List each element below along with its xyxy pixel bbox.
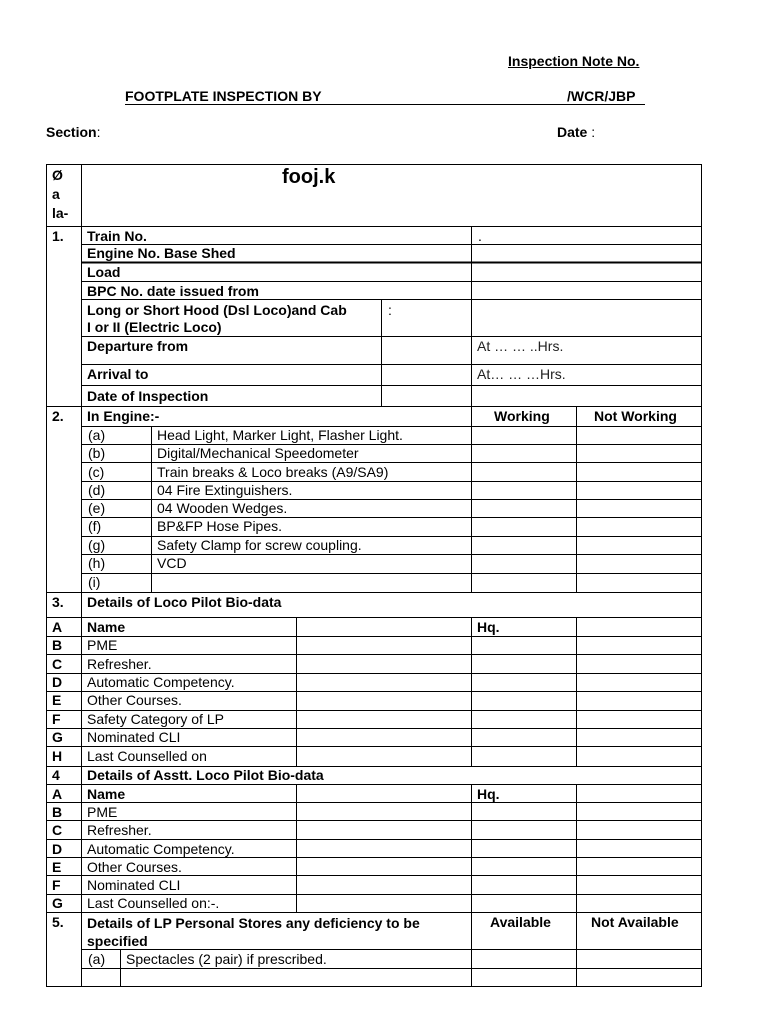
alp-hq-label: Hq. — [477, 786, 500, 802]
lp-row-code: B — [52, 637, 63, 653]
date-of-inspection-label: Date of Inspection — [87, 388, 209, 404]
hood-colon: : — [388, 302, 392, 318]
not-working-column-header: Not Working — [594, 408, 677, 424]
not-available-column-header: Not Available — [591, 914, 679, 930]
engine-item-code: (d) — [88, 482, 106, 498]
alp-row-label: Name — [87, 786, 126, 802]
alp-row-code: B — [52, 804, 63, 820]
lp-row-code: D — [52, 674, 63, 690]
engine-item-text: 04 Wooden Wedges. — [157, 500, 288, 516]
section-colon: : — [96, 124, 101, 140]
departure-time: At … … ..Hrs. — [477, 338, 564, 354]
section5-title — [87, 914, 420, 950]
lp-row-code: G — [52, 729, 63, 745]
serial-header-line2: a — [52, 186, 60, 202]
arrival-time: At… … …Hrs. — [477, 366, 566, 382]
alp-row-label: Last Counselled on:-. — [87, 895, 220, 911]
serial-header-line1: Ø — [52, 167, 63, 183]
train-no-label: Train No. — [87, 228, 147, 244]
section-label: Section — [46, 124, 97, 140]
lp-row-label: PME — [87, 637, 118, 653]
form-title: FOOTPLATE INSPECTION BY — [125, 88, 322, 104]
engine-item-code: (c) — [88, 464, 105, 480]
departure-label: Departure from — [87, 338, 189, 354]
subject-header: fooj.k — [282, 166, 336, 188]
lp-row-code: H — [52, 748, 63, 764]
working-column-header: Working — [494, 408, 550, 424]
alp-row-code: F — [52, 877, 61, 893]
lp-row-code: F — [52, 711, 61, 727]
lp-row-label: Automatic Competency. — [87, 674, 235, 690]
hood-label-line1: Long or Short Hood (Dsl Loco)and Cab — [87, 302, 347, 318]
hood-label — [87, 302, 347, 336]
alp-row-code: A — [52, 786, 63, 802]
engine-item-text: Digital/Mechanical Speedometer — [157, 445, 359, 461]
alp-row-code: E — [52, 859, 62, 875]
lp-row-label: Refresher. — [87, 656, 152, 672]
lp-row-label: Other Courses. — [87, 692, 182, 708]
alp-row-code: C — [52, 822, 63, 838]
engine-item-code: (a) — [88, 427, 106, 443]
arrival-label: Arrival to — [87, 366, 149, 382]
load-label: Load — [87, 264, 121, 280]
section4-title: Details of Asstt. Loco Pilot Bio-data — [87, 767, 324, 783]
engine-item-code: (f) — [88, 518, 102, 534]
alp-row-code: D — [52, 841, 63, 857]
section3-number: 3. — [52, 594, 64, 610]
section2-title: In Engine:- — [87, 408, 160, 424]
store-item-code: (a) — [88, 951, 106, 967]
engine-item-code: (e) — [88, 500, 106, 516]
lp-row-code: E — [52, 692, 62, 708]
lp-row-label: Last Counselled on — [87, 748, 207, 764]
engine-item-text: Head Light, Marker Light, Flasher Light. — [157, 427, 403, 443]
alp-row-code: G — [52, 895, 63, 911]
division-code: /WCR/JBP — [567, 88, 636, 104]
lp-row-label: Name — [87, 619, 126, 635]
store-item-text: Spectacles (2 pair) if prescribed. — [126, 951, 327, 967]
engine-item-text: BP&FP Hose Pipes. — [157, 518, 283, 534]
lp-row-label: Safety Category of LP — [87, 711, 224, 727]
engine-item-text: VCD — [157, 555, 187, 571]
hood-label-line2: I or II (Electric Loco) — [87, 319, 222, 335]
engine-item-text: Safety Clamp for screw coupling. — [157, 537, 362, 553]
lp-hq-label: Hq. — [477, 619, 500, 635]
serial-header — [52, 166, 68, 223]
bpc-label: BPC No. date issued from — [87, 283, 259, 299]
lp-row-code: C — [52, 656, 63, 672]
engine-item-code: (h) — [88, 555, 106, 571]
alp-row-label: Nominated CLI — [87, 877, 181, 893]
engine-item-code: (b) — [88, 445, 106, 461]
train-no-value: . — [478, 228, 482, 244]
engine-item-code: (i) — [88, 574, 101, 590]
lp-row-code: A — [52, 619, 63, 635]
date-label: Date — [557, 124, 588, 140]
section2-number: 2. — [52, 408, 64, 424]
section4-number: 4 — [52, 767, 60, 783]
date-colon: : — [591, 124, 596, 140]
serial-header-line3: la- — [52, 205, 69, 221]
inspection-note-label: Inspection Note No. — [508, 53, 640, 69]
alp-row-label: Other Courses. — [87, 859, 182, 875]
section5-title-line2: specified — [87, 933, 148, 949]
engine-item-text: 04 Fire Extinguishers. — [157, 482, 293, 498]
engine-item-code: (g) — [88, 537, 106, 553]
available-column-header: Available — [490, 914, 551, 930]
engine-item-text: Train breaks & Loco breaks (A9/SA9) — [157, 464, 389, 480]
engine-no-label: Engine No. Base Shed — [87, 245, 236, 261]
section5-number: 5. — [52, 914, 64, 930]
lp-row-label: Nominated CLI — [87, 729, 181, 745]
alp-row-label: Automatic Competency. — [87, 841, 235, 857]
alp-row-label: PME — [87, 804, 118, 820]
section5-title-line1: Details of LP Personal Stores any deficiency to be — [87, 915, 420, 931]
alp-row-label: Refresher. — [87, 822, 152, 838]
section1-number: 1. — [52, 228, 64, 244]
section3-title: Details of Loco Pilot Bio-data — [87, 594, 282, 610]
